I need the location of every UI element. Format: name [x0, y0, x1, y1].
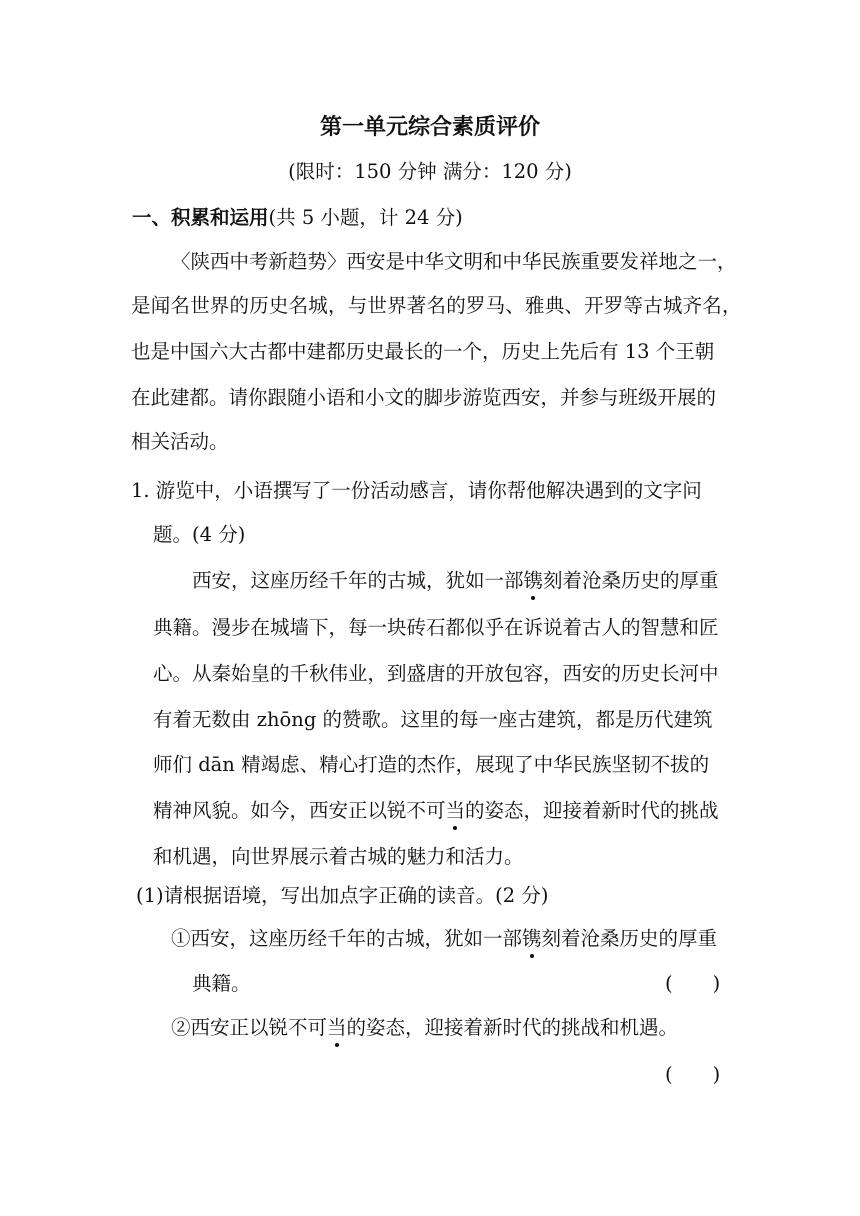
item-text: ②西安正以锐不可: [171, 1016, 328, 1039]
answer-blank-1[interactable]: [665, 970, 720, 998]
passage-line-3: 心。从秦始皇的千秋伟业，到盛唐的开放包容，西安的历史长河中: [153, 662, 719, 685]
section-heading-meta: (共 5 小题，计 24 分): [268, 206, 463, 229]
passage-line-7: 和机遇，向世界展示着古城的魅力和活力。: [153, 845, 524, 868]
passage-text: 刻着沧桑历史的厚重: [543, 569, 719, 592]
subquestion-1-item-1-line-2: 典籍。: [192, 972, 251, 995]
item-text: 的姿态，迎接着新时代的挑战和机遇。: [346, 1016, 679, 1039]
passage-text: 西安，这座历经千年的古城，犹如一部: [192, 569, 524, 592]
passage-line-2: 典籍。漫步在城墙下，每一块砖石都似乎在诉说着古人的智慧和匠: [153, 616, 719, 639]
intro-line-4: 在此建都。请你跟随小语和小文的脚步游览西安，并参与班级开展的: [131, 386, 717, 409]
passage-line-5: 师们 dān 精竭虑、精心打造的杰作，展现了中华民族坚韧不拔的: [153, 753, 710, 776]
exam-info: (限时：150 分钟 满分：120 分): [288, 160, 572, 183]
passage-line-1: [192, 567, 719, 595]
intro-line-3: 也是中国六大古都中建都历史最长的一个，历史上先后有 13 个王朝: [131, 340, 715, 363]
passage-line-4: 有着无数由 zhōng 的赞歌。这里的每一座古建筑，都是历代建筑: [153, 708, 713, 731]
passage-text: 精神风貌。如今，西安正以锐不可: [153, 799, 446, 822]
passage-text: 的姿态，迎接着新时代的挑战: [465, 799, 719, 822]
intro-line-2: 是闻名世界的历史名城，与世界著名的罗马、雅典、开罗等古城齐名，: [131, 294, 742, 317]
passage-line-6: [153, 797, 719, 825]
emphasis-dot-char: 镌: [522, 925, 542, 953]
question-1-line-1: 1. 游览中，小语撰写了一份活动感言，请你帮他解决遇到的文字问: [131, 479, 702, 502]
paren-open: (: [665, 972, 673, 995]
emphasis-dot-char: 镌: [524, 567, 544, 595]
question-1-line-2: 题。(4 分): [153, 523, 246, 546]
intro-line-5: 相关活动。: [131, 430, 229, 453]
section-heading-label: 一、积累和运用: [132, 206, 269, 229]
answer-blank-2[interactable]: [665, 1061, 720, 1089]
paren-open: (: [665, 1063, 673, 1086]
emphasis-dot-char: 当: [446, 797, 466, 825]
item-text: ①西安，这座历经千年的古城，犹如一部: [171, 927, 523, 950]
item-text: 刻着沧桑历史的厚重: [541, 927, 718, 950]
subquestion-1-item-2: [171, 1014, 678, 1042]
page-title: 第一单元综合素质评价: [319, 115, 540, 140]
subquestion-1-label: (1)请根据语境，写出加点字正确的读音。(2 分): [136, 884, 549, 907]
subquestion-1-item-1: [171, 925, 717, 953]
intro-text: 〈陕西中考新趋势〉西安是中华文明和中华民族重要发祥地之一，: [171, 250, 737, 273]
section-heading: [132, 204, 463, 232]
paren-close: ): [712, 972, 721, 995]
intro-line-1: [171, 248, 737, 276]
paren-close: ): [712, 1063, 721, 1086]
emphasis-dot-char: 当: [327, 1014, 347, 1042]
